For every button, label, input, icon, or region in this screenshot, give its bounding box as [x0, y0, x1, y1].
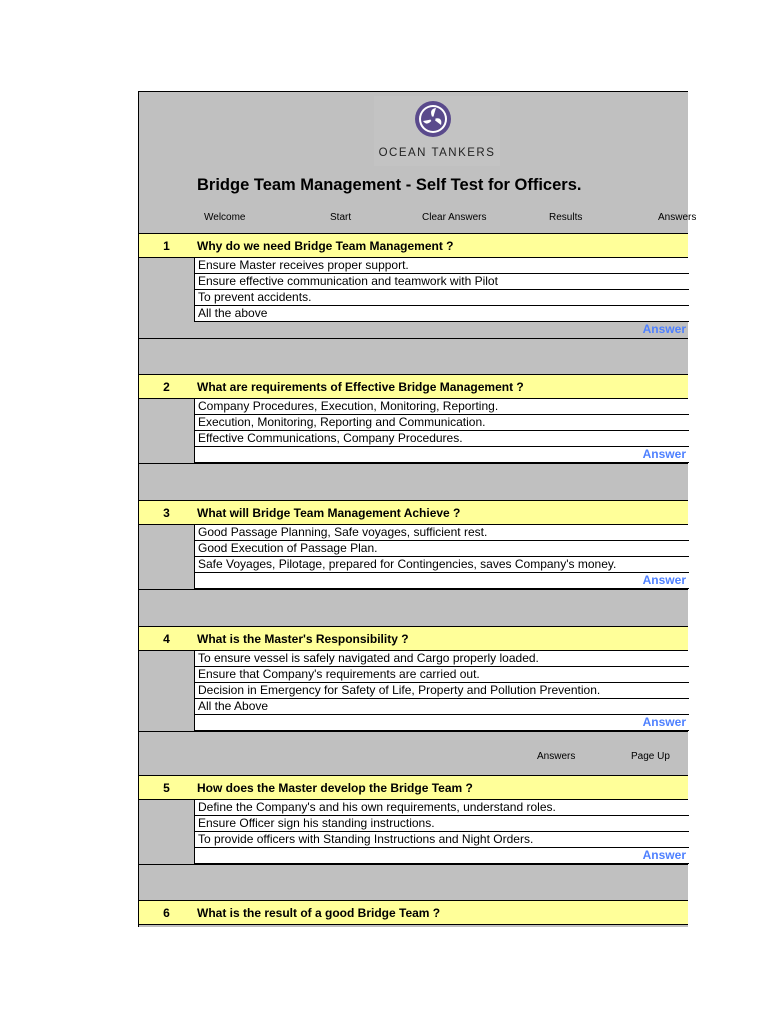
- question-header: [139, 500, 688, 525]
- option-cell[interactable]: All the Above: [195, 699, 689, 715]
- question-text: What will Bridge Team Management Achieve ?: [197, 506, 461, 520]
- nav-answers-link[interactable]: Answers: [658, 212, 697, 223]
- option-cell[interactable]: Execution, Monitoring, Reporting and Communication.: [195, 415, 689, 431]
- answer-link[interactable]: Answer: [642, 573, 686, 587]
- question-text: What are requirements of Effective Bridge Management ?: [197, 380, 524, 394]
- options-list: [194, 258, 689, 322]
- nav-welcome-link[interactable]: Welcome: [204, 212, 246, 223]
- answer-row: [139, 447, 688, 464]
- option-cell[interactable]: Ensure that Company's requirements are carried out.: [195, 667, 689, 683]
- question-header: [139, 626, 688, 651]
- option-cell[interactable]: Safe Voyages, Pilotage, prepared for Contingencies, saves Company's money.: [195, 557, 689, 573]
- nav-results-link[interactable]: Results: [549, 212, 583, 223]
- answer-row: [139, 715, 688, 732]
- question-number: 3: [163, 506, 170, 520]
- question-header: [139, 775, 688, 800]
- question-text: Why do we need Bridge Team Management ?: [197, 239, 454, 253]
- answer-row: [139, 322, 688, 339]
- option-cell[interactable]: Decision in Emergency for Safety of Life, Property and Pollution Prevention.: [195, 683, 689, 699]
- ship-propeller-icon: [414, 100, 452, 138]
- option-cell[interactable]: Define the Company's and his own requirements, understand roles.: [195, 800, 689, 816]
- question-number: 5: [163, 781, 170, 795]
- question-header: [139, 233, 688, 258]
- page-up-link[interactable]: Page Up: [631, 751, 670, 762]
- page-title: Bridge Team Management - Self Test for Officers.: [197, 176, 582, 194]
- question-header: [139, 374, 688, 399]
- answer-link[interactable]: Answer: [642, 322, 686, 336]
- question-text: What is the Master's Responsibility ?: [197, 632, 409, 646]
- option-cell[interactable]: Good Passage Planning, Safe voyages, sufficient rest.: [195, 525, 689, 541]
- option-cell[interactable]: Ensure Master receives proper support.: [195, 258, 689, 274]
- option-cell[interactable]: To ensure vessel is safely navigated and Cargo properly loaded.: [195, 651, 689, 667]
- option-cell[interactable]: All the above: [195, 306, 689, 322]
- option-cell[interactable]: Good Execution of Passage Plan.: [195, 541, 689, 557]
- option-cell[interactable]: To provide officers with Standing Instructions and Night Orders.: [195, 832, 689, 848]
- question-header: [139, 900, 688, 925]
- answers-link[interactable]: Answers: [537, 751, 576, 762]
- option-cell[interactable]: To prevent accidents.: [195, 290, 689, 306]
- nav-start-link[interactable]: Start: [330, 212, 352, 223]
- option-cell[interactable]: Effective Communications, Company Procedures.: [195, 431, 689, 447]
- question-number: 1: [163, 239, 170, 253]
- question-number: 2: [163, 380, 170, 394]
- answer-row: [139, 848, 688, 865]
- question-text: How does the Master develop the Bridge Team ?: [197, 781, 473, 795]
- answer-row: [139, 573, 688, 590]
- option-cell[interactable]: Company Procedures, Execution, Monitoring, Reporting.: [195, 399, 689, 415]
- option-cell[interactable]: Ensure effective communication and teamwork with Pilot: [195, 274, 689, 290]
- question-text: What is the result of a good Bridge Team ?: [197, 906, 441, 920]
- answer-link[interactable]: Answer: [642, 848, 686, 862]
- company-logo: [374, 96, 500, 166]
- answer-link[interactable]: Answer: [642, 715, 686, 729]
- option-cell[interactable]: Ensure Officer sign his standing instructions.: [195, 816, 689, 832]
- brand-name: OCEAN TANKERS: [378, 147, 496, 159]
- question-number: 4: [163, 632, 170, 646]
- nav-clear-answers-link[interactable]: Clear Answers: [422, 212, 487, 223]
- answer-link[interactable]: Answer: [642, 447, 686, 461]
- quiz-sheet: [138, 91, 697, 927]
- question-number: 6: [163, 906, 170, 920]
